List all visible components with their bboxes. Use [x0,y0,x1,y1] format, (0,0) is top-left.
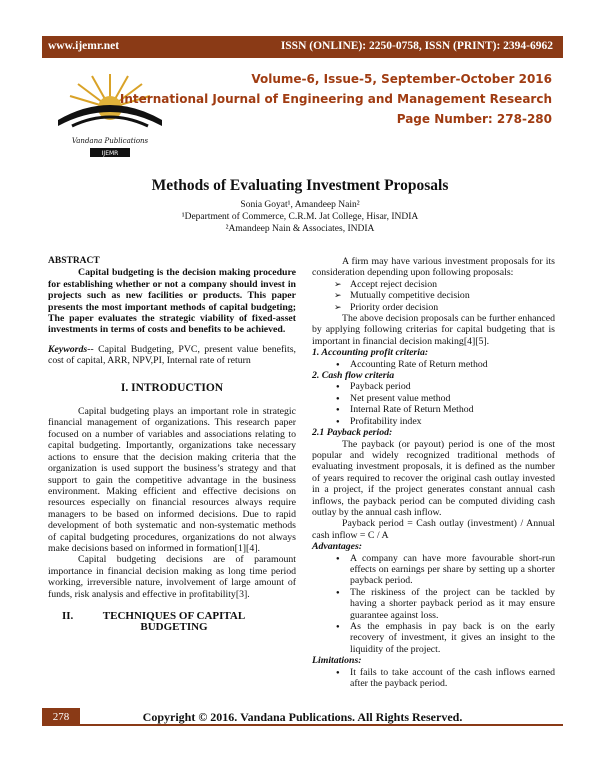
abstract-heading: ABSTRACT [48,256,100,266]
page-number: Page Number: 278-280 [396,112,552,126]
limitations-heading: Limitations: [312,655,362,667]
list-item: ● Payback period [312,381,555,392]
website-url[interactable]: www.ijemr.net [48,40,120,52]
advantages-heading: Advantages: [312,541,363,553]
list-item: ● Net present value method [312,393,555,404]
list-item: ● Internal Rate of Return Method [312,404,555,415]
section-2-number: II. [62,609,74,622]
proposal-list [312,279,555,313]
list-item: ● Profitability index [312,416,555,427]
section-2-heading [48,611,296,634]
affiliation-1: ¹Department of Commerce, C.R.M. Jat College, Hisar, INDIA [181,212,419,222]
payback-heading: 2.1 Payback period: [312,427,393,439]
keywords [48,344,296,367]
logo-text: Vandana Publications [71,137,149,145]
advantages-list [312,553,555,656]
keywords-label: Keywords-- [48,343,94,355]
criteria-paragraph: The above decision proposals can be further enhanced by applying following criterias for capital budgeting that is important in financial decision making[4][5]. [312,313,555,347]
limitations-list [312,667,555,690]
left-column [48,256,296,634]
abstract-text: Capital budgeting is the decision making procedure for establishing whether or not a company should invest in projects such as new facilities or products. This paper presents the most important methods of capital budgeting; The paper evaluates the strategic viability of fixed-asset investments in terms of costs and benefits to be achieved. [48,267,296,336]
journal-name: International Journal of Engineering and Management Research [119,92,552,106]
accounting-criteria-heading: 1. Accounting profit criteria: [312,347,429,359]
right-column [312,256,555,689]
list-item: ➢ Mutually competitive decision [312,290,555,301]
paper-title: Methods of Evaluating Investment Proposals [151,177,449,194]
affiliation-2: ²Amandeep Nain & Associates, INDIA [225,224,375,234]
payback-paragraph: The payback (or payout) period is one of the most popular and widely recognized traditional methods of evaluating investment proposals, it is defined as the number of years required to recover the original cash outlay invested in a project, if the project generates constant annual cash inflows, the payback period can be computed dividing cash outlay by the annual cash inflow. [312,438,555,518]
journal-logo [50,68,170,158]
issn-text: ISSN (ONLINE): 2250-0758, ISSN (PRINT): 2394-6962 [280,40,553,52]
list-item: ● The riskiness of the project can be tackled by having a shorter payback period as it may ensure guarantee against loss. [312,587,555,621]
list-item: ➢ Priority order decision [312,302,555,313]
copyright: Copyright © 2016. Vandana Publications. All Rights Reserved. [142,710,463,724]
intro-paragraph-1: Capital budgeting plays an important role in strategic financial management of organizations. This research paper focused on a number of variables and associations relating to capital budgeting. Importantly, organizations take necessary actions to ensure that the decision making criteria that the organization is used support the business’s strategy and that support to gain the competitive advantage in the business environment. Making efficient and effective decisions on resources especially on financial resources always require managers to be based on informed decisions. Due to rapid development of both systematic and non-systematic methods of capital budgeting procedures, organizations do not always make decisions based on informed in formation[1][4]. [48,406,296,554]
cashflow-list [312,381,555,427]
footer [42,708,563,726]
keywords-text: Capital Budgeting, PVC, present value benefits, cost of capital, ARR, NPV,PI, Internal rate of return [48,343,296,367]
section-2-title: TECHNIQUES OF CAPITAL BUDGETING [102,609,246,634]
volume-info: Volume-6, Issue-5, September-October 2016 [251,72,552,86]
list-item: ● As the emphasis in pay back is on the early recovery of investment, it gives an insight to the liquidity of the project. [312,621,555,655]
accounting-list [312,359,555,370]
section-1-heading: I. INTRODUCTION [120,381,224,394]
list-item: ➢ Accept reject decision [312,279,555,290]
proposals-intro: A firm may have various investment proposals for its consideration depending upon following proposals: [312,256,555,279]
authors: Sonia Goyat¹, Amandeep Nain² [240,200,360,210]
intro-paragraph-2: Capital budgeting decisions are of paramount importance in financial decision making as long time period working, irreversible nature, involvement of large amount of funds, risk analysis and effective in profitability[3]. [48,554,296,600]
list-item: ● Accounting Rate of Return method [312,359,555,370]
list-item: ● It fails to take account of the cash inflows earned after the payback period. [312,667,555,690]
list-item: ● A company can have more favourable short-run effects on earnings per share by setting up a shorter payback period. [312,553,555,587]
footer-page-number: 278 [42,708,80,726]
payback-formula: Payback period = Cash outlay (investment) / Annual cash inflow = C / A [312,518,555,541]
header-bar [42,36,563,58]
logo-sub: IJEMR [101,150,119,157]
cashflow-criteria-heading: 2. Cash flow criteria [312,370,395,382]
